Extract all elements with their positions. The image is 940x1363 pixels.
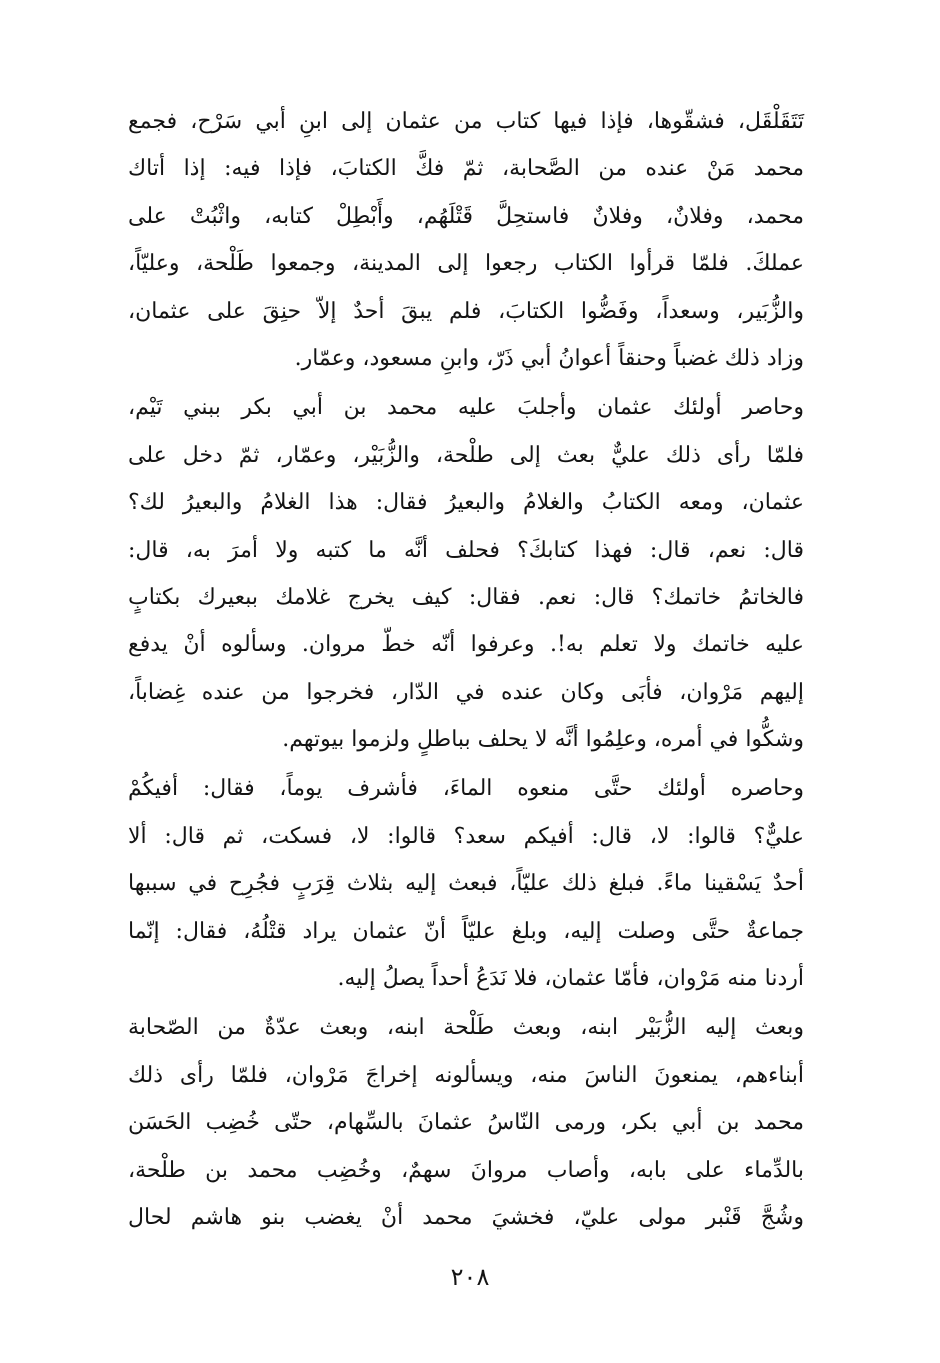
text-line: وبعث إليه الزُّبَيْر ابنه، وبعث طَلْحة ابنه، وبعث عدّةٌ من الصّحابة — [128, 1015, 804, 1041]
text-line: وحاصره أولئك حتَّى منعوه الماءَ، فأشرف يوماً، فقال: أفيكُمْ — [128, 776, 804, 802]
text-line: والزُّبَير، وسعداً، وفَضُّوا الكتابَ، فلم يبقَ أحدٌ إلاّ حنِقَ على عثمان، — [128, 298, 804, 324]
text-line: عليٌّ؟ قالوا: لا، قال: أفيكم سعد؟ قالوا: لا، فسكت، ثم قال: ألا — [128, 823, 804, 849]
text-line: إليهم مَرْوان، فأبَى وكان عنده في الدّار، فخرجوا من عنده غِضاباً، — [128, 679, 804, 705]
text-line: فلمّا رأى ذلك عليٌّ بعث إلى طلْحة، والزُّبَيْر، وعمّار، ثمّ دخل على — [128, 442, 804, 468]
text-line: قال: نعم، قال: فهذا كتابكَ؟ فحلف أنَّه ما كتبه ولا أمرَ به، قال: — [128, 537, 804, 563]
text-line: أبناءهم، يمنعونَ الناسَ منه، ويسألونه إخراجَ مَرْوان، فلمّا رأى ذلك — [128, 1062, 804, 1088]
text-line: وشُجَّ قَنْبر مولى عليّ، فخشيَ محمد أنْ يغضب بنو هاشم لحال — [128, 1204, 804, 1230]
page-number: ٢٠٨ — [450, 1263, 490, 1291]
text-line: أحدٌ يَسْقينا ماءً. فبلغ ذلك عليّاً، فبعث إليه بثلاث قِرَبٍ فجُرِح في سببها — [128, 871, 804, 897]
body-text — [128, 98, 804, 1241]
text-line: محمد، وفلانٌ، وفلانٌ فاستحِلَّ قَتْلَهُم، وأَبْطِلْ كتابه، واثْبُتْ على — [128, 203, 804, 229]
paragraph-2 — [128, 384, 804, 763]
text-line: محمد بن أبي بكر، ورمى النّاسُ عثمانَ بالسِّهام، حتّى خُضِب الحَسَن — [128, 1110, 804, 1136]
paragraph-4 — [128, 1004, 804, 1241]
text-line: عثمان، ومعه الكتابُ والغلامُ والبعيرُ فقال: هذا الغلامُ والبعيرُ لك؟ — [128, 490, 804, 516]
text-line: عملكَ. فلمّا قرأوا الكتاب رجعوا إلى المدينة، وجمعوا طَلْحة، وعليّاً، — [128, 251, 804, 277]
text-line: وشكُّوا في أمره، وعلِمُوا أنَّه لا يحلف بباطلٍ ولزموا بيوتهم. — [282, 727, 804, 753]
text-line: وحاصر أولئك عثمان وأجلبَ عليه محمد بن أبي بكر ببني تَيْم، — [128, 395, 804, 421]
text-line: عليه خاتمك ولا تعلم به!. وعرفوا أنّه خطّ مروان. وسألوه أنْ يدفع — [128, 632, 804, 658]
paragraph-1 — [128, 98, 804, 382]
paragraph-3 — [128, 765, 804, 1002]
text-line: محمد مَنْ عنده من الصَّحابة، ثمّ فكَّ الكتابَ، فإذا فيه: إذا أتاك — [128, 156, 804, 182]
text-line: أردنا منه مَرْوان، فأمّا عثمان، فلا نَدَعُ أحداً يصلُ إليه. — [337, 966, 804, 992]
text-line: بالدِّماء على بابه، وأصاب مروانَ سهمٌ، وخُضِب محمد بن طلْحة، — [128, 1157, 804, 1183]
text-line: وزاد ذلك غضباً وحنقاً أعوانُ أبي ذَرّ، وابنِ مسعود، وعمّار. — [294, 345, 804, 371]
text-line: فالخاتمُ خاتمك؟ قال: نعم. فقال: كيف يخرج غلامك ببعيرك بكتابٍ — [128, 584, 804, 610]
text-line: جماعةٌ حتَّى وصلت إليه، وبلغ عليّاً أنّ عثمان يراد قتْلُهُ، فقال: إنّما — [128, 918, 804, 944]
text-line: تَتَقَلْقَل، فشقّوها، فإذا فيها كتاب من عثمان إلى ابنِ أبي سَرْح، فجمع — [128, 109, 804, 134]
